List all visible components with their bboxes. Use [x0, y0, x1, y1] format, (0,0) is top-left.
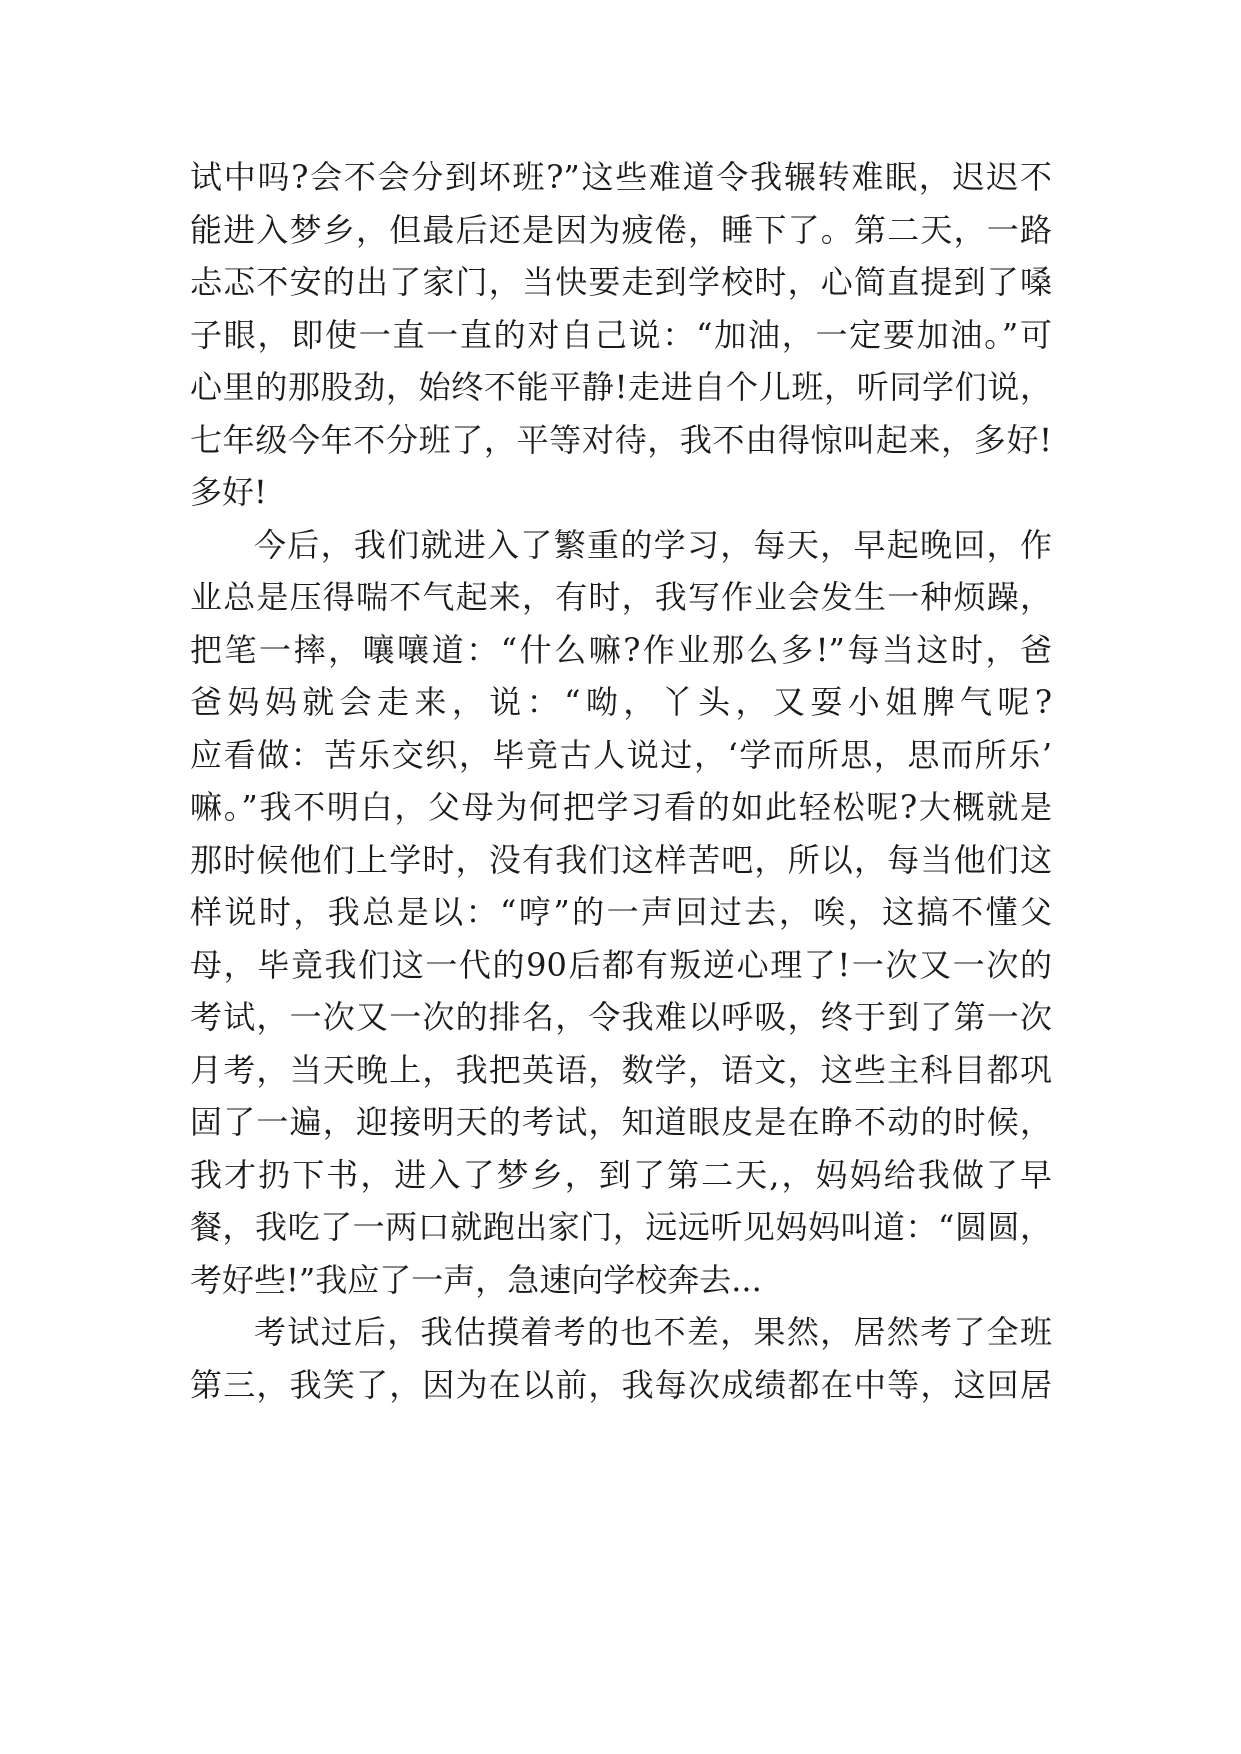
paragraph — [190, 1306, 1052, 1411]
paragraph — [190, 151, 1052, 519]
text-line: 把笔一摔，嚷嚷道：“什么嘛?作业那么多!”每当这时，爸 — [190, 630, 1052, 669]
text-line: 业总是压得喘不气起来，有时，我写作业会发生一种烦躁， — [190, 578, 1052, 616]
text-line: 第三，我笑了，因为在以前，我每次成绩都在中等，这回居 — [190, 1365, 1052, 1404]
text-line: 餐，我吃了一两口就跑出家门，远远听见妈妈叫道：“圆圆， — [190, 1208, 1052, 1246]
text-line: 爸妈妈就会走来，说：“呦，丫头，又耍小姐脾气呢? — [190, 683, 1052, 721]
text-line: 那时候他们上学时，没有我们这样苦吧，所以，每当他们这 — [190, 840, 1052, 879]
text-line: 母，毕竟我们这一代的90后都有叛逆心理了!一次又一次的 — [190, 945, 1052, 984]
paragraph — [190, 519, 1052, 1307]
text-line: 七年级今年不分班了，平等对待，我不由得惊叫起来，多好! — [190, 420, 1052, 459]
text-line: 样说时，我总是以：“哼”的一声回过去，唉，这搞不懂父 — [190, 893, 1052, 931]
text-line: 心里的那股劲，始终不能平静!走进自个儿班，听同学们说， — [190, 368, 1052, 406]
text-line: 考试过后，我估摸着考的也不差，果然，居然考了全班 — [254, 1313, 1052, 1351]
body-text — [190, 151, 1052, 1411]
text-line: 今后，我们就进入了繁重的学习，每天，早起晚回，作 — [254, 525, 1052, 564]
text-line: 固了一遍，迎接明天的考试，知道眼皮是在睁不动的时候， — [190, 1103, 1052, 1141]
text-line: 试中吗?会不会分到坏班?”这些难道令我辗转难眠，迟迟不 — [190, 158, 1052, 196]
text-line: 忐忑不安的出了家门，当快要走到学校时，心简直提到了嗓 — [190, 263, 1052, 301]
text-line: 能进入梦乡，但最后还是因为疲倦，睡下了。第二天，一路 — [190, 210, 1052, 249]
text-line: 我才扔下书，进入了梦乡，到了第二天,，妈妈给我做了早 — [190, 1155, 1052, 1194]
text-line: 考好些!”我应了一声，急速向学校奔去... — [190, 1260, 762, 1299]
text-line: 考试，一次又一次的排名，令我难以呼吸，终于到了第一次 — [190, 998, 1052, 1036]
text-line: 子眼，即使一直一直的对自己说：“加油，一定要加油。”可 — [190, 315, 1052, 354]
text-line: 月考，当天晚上，我把英语，数学，语文，这些主科目都巩 — [190, 1050, 1052, 1089]
text-line: 嘛。”我不明白，父母为何把学习看的如此轻松呢?大概就是 — [190, 788, 1052, 826]
text-line: 多好! — [190, 473, 267, 511]
text-line: 应看做：苦乐交织，毕竟古人说过，‘学而所思，思而所乐’ — [190, 735, 1052, 774]
